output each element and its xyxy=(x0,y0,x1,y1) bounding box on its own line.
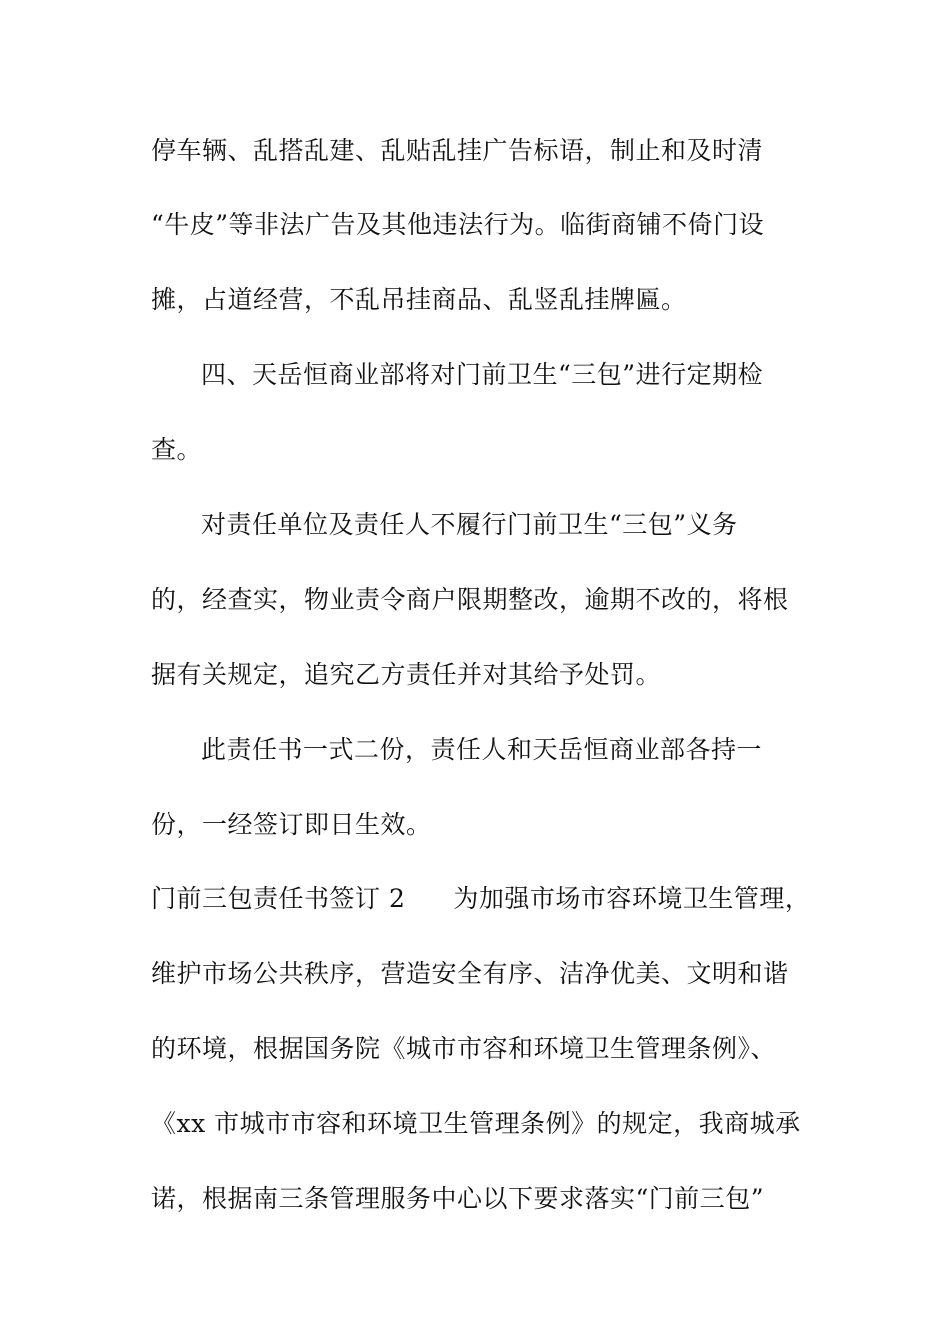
text-line: “牛皮”等非法广告及其他违法行为。临街商铺不倚门设 xyxy=(151,210,765,239)
text-line: 的环境，根据国务院《城市市容和环境卫生管理条例》、 xyxy=(151,1034,777,1063)
text-line: 《xx 市城市市容和环境卫生管理条例》的规定，我商城承 xyxy=(151,1109,801,1138)
section-heading-continuation: 为加强市场市容环境卫生管理， xyxy=(453,884,811,913)
text-line: 摊，占道经营，不乱吊挂商品、乱竖乱挂牌匾。 xyxy=(151,285,687,314)
text-line: 此责任书一式二份，责任人和天岳恒商业部各持一 xyxy=(201,735,763,764)
text-line: 查。 xyxy=(151,435,203,464)
text-line: 据有关规定，追究乙方责任并对其给予处罚。 xyxy=(151,660,662,689)
text-line: 停车辆、乱搭乱建、乱贴乱挂广告标语，制止和及时清 xyxy=(151,136,764,165)
text-line: 四、天岳恒商业部将对门前卫生“三包”进行定期检 xyxy=(201,360,764,389)
text-line: 份，一经签订即日生效。 xyxy=(151,810,432,839)
text-line: 诺，根据南三条管理服务中心以下要求落实“门前三包” xyxy=(151,1184,765,1213)
section-heading-line xyxy=(151,883,811,915)
text-line: 的，经查实，物业责令商户限期整改，逾期不改的，将根 xyxy=(151,585,789,614)
section-heading: 门前三包责任书签订 2 xyxy=(151,884,406,913)
text-line: 维护市场公共秩序，营造安全有序、洁净优美、文明和谐 xyxy=(151,959,789,988)
text-line: 对责任单位及责任人不履行门前卫生“三包”义务 xyxy=(201,510,738,539)
